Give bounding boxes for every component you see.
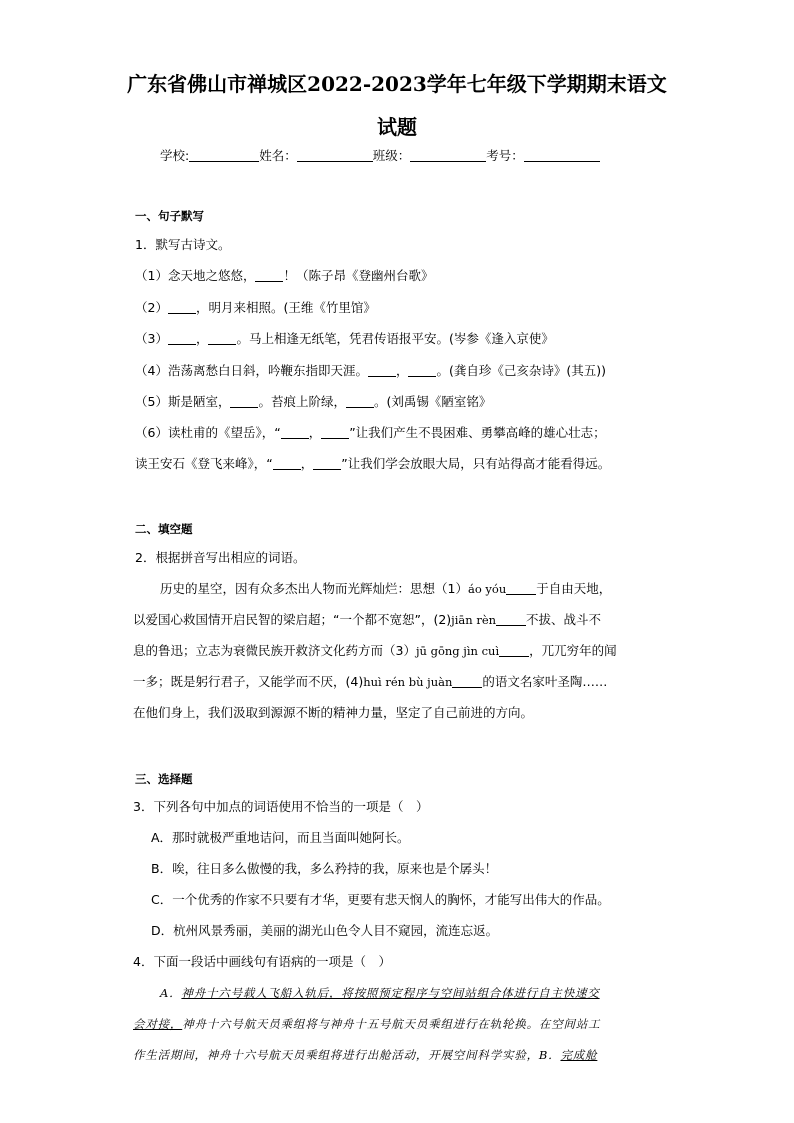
text-segment: 以爱国心救国情开启民智的梁启超；“一个都不宽恕”，(2) bbox=[133, 612, 452, 627]
text-segment: （2） bbox=[135, 300, 168, 315]
class-label: 班级： bbox=[372, 148, 411, 163]
answer-blank[interactable] bbox=[452, 675, 482, 688]
answer-blank[interactable] bbox=[368, 364, 396, 377]
pinyin-hint: áo yóu bbox=[467, 582, 507, 596]
pinyin-hint: huì rén bù juàn bbox=[363, 675, 453, 689]
answer-blank[interactable] bbox=[499, 644, 529, 657]
section-heading: 二、填空题 bbox=[135, 522, 193, 536]
answer-blank[interactable] bbox=[321, 426, 349, 439]
text-segment: ， bbox=[300, 456, 314, 471]
pinyin-hint: jiān rèn bbox=[451, 613, 497, 627]
exam-title-line1: 广东省佛山市禅城区2022-2023学年七年级下学期期末语文 bbox=[127, 72, 667, 96]
answer-blank[interactable] bbox=[168, 301, 196, 314]
pinyin-hint: jū gōng jìn cuì bbox=[415, 644, 500, 658]
text-segment: ，明月来相照。(王维《竹里馆》 bbox=[195, 300, 376, 315]
passage-line bbox=[133, 1047, 597, 1063]
text-segment: 。马上相逢无纸笔，凭君传语报平安。(岑参《逢入京使》 bbox=[236, 331, 554, 346]
text-segment: ”让我们学会放眼大局，只有站得高才能看得远。 bbox=[341, 456, 611, 471]
school-label: 学校: bbox=[160, 148, 190, 163]
text-segment: 神舟十六号航天员乘组将与神舟十五号航天员乘组进行在轨轮换。在空间站工 bbox=[182, 1017, 601, 1031]
option-label[interactable]: A． bbox=[160, 986, 182, 1000]
answer-blank[interactable] bbox=[273, 457, 301, 470]
passage-line bbox=[160, 579, 611, 597]
text-segment: ”让我们产生不畏困难、勇攀高峰的雄心壮志； bbox=[349, 425, 606, 440]
answer-blank[interactable] bbox=[313, 457, 341, 470]
passage-line bbox=[133, 641, 617, 659]
text-segment: 历史的星空，因有众多杰出人物而光辉灿烂：思想（1） bbox=[160, 581, 468, 596]
exam-title-line2: 试题 bbox=[377, 115, 417, 139]
section-heading: 一、句子默写 bbox=[135, 209, 204, 223]
text-segment: 息的鲁迅；立志为衰微民族开救济文化药方而（3） bbox=[133, 643, 416, 658]
text-segment: ！（陈子昂《登幽州台歌》 bbox=[283, 268, 434, 283]
answer-blank[interactable] bbox=[506, 582, 536, 595]
section-heading: 三、选择题 bbox=[135, 772, 193, 786]
passage-line bbox=[160, 985, 600, 1001]
option-a[interactable]: A．那时就极严重地诘问，而且当面叫她阿长。 bbox=[151, 830, 410, 845]
text-segment: ， bbox=[308, 425, 322, 440]
text-segment: 读王安石《登飞来峰》，“ bbox=[135, 456, 273, 471]
text-segment: 于自由天地， bbox=[536, 581, 612, 596]
text-segment: 。苔痕上阶绿， bbox=[258, 394, 346, 409]
underlined-sentence: 完成舱 bbox=[560, 1048, 598, 1062]
question-stem: 3．下列各句中加点的词语使用不恰当的一项是（ ） bbox=[133, 799, 429, 814]
passage-line: 在他们身上，我们汲取到源源不断的精神力量，坚定了自己前进的方向。 bbox=[133, 705, 534, 720]
question-line bbox=[135, 298, 376, 316]
answer-blank[interactable] bbox=[346, 395, 374, 408]
passage-line bbox=[133, 610, 601, 628]
name-blank[interactable] bbox=[297, 149, 373, 162]
answer-blank[interactable] bbox=[208, 332, 236, 345]
class-blank[interactable] bbox=[410, 149, 486, 162]
question-line bbox=[135, 266, 433, 284]
text-segment: ，兀兀穷年的闻 bbox=[529, 643, 617, 658]
answer-blank[interactable] bbox=[230, 395, 258, 408]
answer-blank[interactable] bbox=[168, 332, 196, 345]
question-line bbox=[135, 361, 606, 379]
question-stem: 2．根据拼音写出相应的词语。 bbox=[135, 550, 306, 565]
number-label: 考号： bbox=[486, 148, 524, 163]
name-label: 姓名： bbox=[259, 148, 297, 163]
question-stem: 4．下面一段话中画线句有语病的一项是（ ） bbox=[133, 954, 391, 969]
question-line bbox=[135, 454, 610, 472]
answer-blank[interactable] bbox=[408, 364, 436, 377]
text-segment: 的语文名家叶圣陶…… bbox=[482, 674, 608, 689]
text-segment: （1）念天地之悠悠， bbox=[135, 268, 256, 283]
text-segment: 作生活期间，神舟十六号航天员乘组将进行出舱活动，开展空间科学实验，B． bbox=[133, 1048, 561, 1062]
passage-line bbox=[133, 1016, 600, 1032]
text-segment: 不拔、战斗不 bbox=[526, 612, 602, 627]
text-segment: （5）斯是陋室， bbox=[135, 394, 231, 409]
student-info-row bbox=[160, 146, 600, 164]
answer-blank[interactable] bbox=[281, 426, 309, 439]
school-blank[interactable] bbox=[189, 149, 259, 162]
option-d[interactable]: D．杭州风景秀丽，美丽的湖光山色令人目不窥园，流连忘返。 bbox=[151, 923, 499, 938]
text-segment: 。(龚自珍《己亥杂诗》(其五)) bbox=[436, 363, 606, 378]
answer-blank[interactable] bbox=[255, 269, 283, 282]
question-line bbox=[135, 423, 606, 441]
number-blank[interactable] bbox=[524, 149, 600, 162]
option-c[interactable]: C．一个优秀的作家不只要有才华，更要有悲天悯人的胸怀，才能写出伟大的作品。 bbox=[151, 892, 610, 907]
text-segment: （3） bbox=[135, 331, 168, 346]
text-segment: ， bbox=[195, 331, 209, 346]
underlined-sentence: 神舟十六号载人飞船入轨后，将按照预定程序与空间站组合体进行自主快速交 bbox=[181, 986, 600, 1000]
text-segment: ， bbox=[395, 363, 409, 378]
question-stem: 1．默写古诗文。 bbox=[135, 237, 231, 252]
underlined-sentence: 会对接， bbox=[133, 1017, 183, 1031]
text-segment: （6）读杜甫的《望岳》，“ bbox=[135, 425, 281, 440]
text-segment: 。(刘禹锡《陋室铭》 bbox=[373, 394, 492, 409]
option-b[interactable]: B．唉，往日多么傲慢的我，多么矜持的我，原来也是个孱头！ bbox=[151, 861, 498, 876]
passage-line bbox=[133, 672, 607, 690]
text-segment: 一多；既是躬行君子，又能学而不厌，(4) bbox=[133, 674, 364, 689]
question-line bbox=[135, 329, 554, 347]
text-segment: （4）浩荡离愁白日斜，吟鞭东指即天涯。 bbox=[135, 363, 368, 378]
question-line bbox=[135, 392, 491, 410]
answer-blank[interactable] bbox=[496, 613, 526, 626]
